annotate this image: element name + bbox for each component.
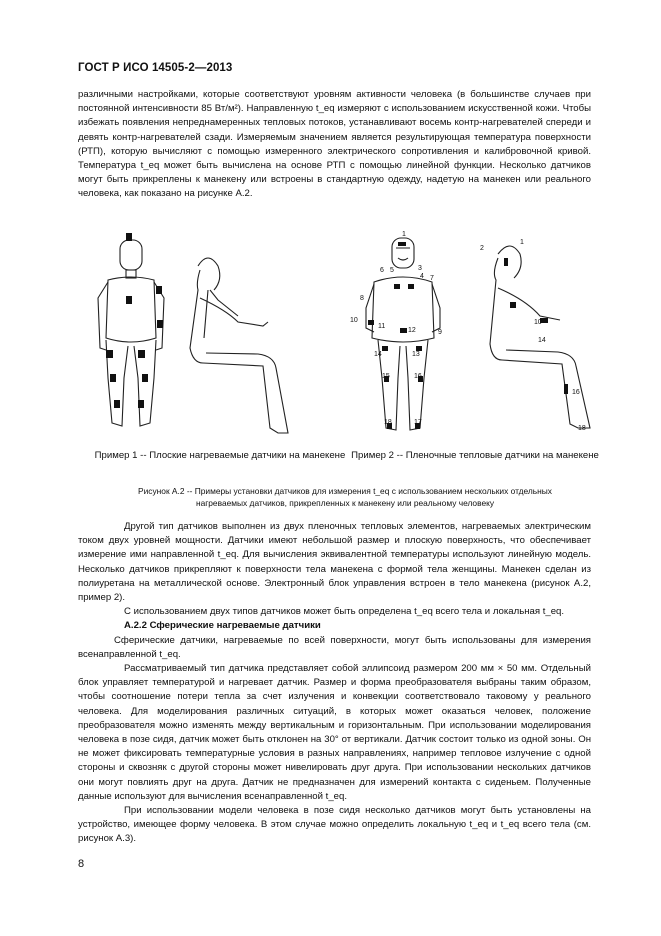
svg-text:3: 3: [418, 265, 422, 272]
mannequin-side-ex1: [190, 258, 288, 433]
mannequin-front-ex2: [350, 231, 442, 430]
svg-text:8: 8: [360, 295, 364, 302]
paragraph-intro: различными настройками, которые соответствуют уровням активности человека (в большинстве случаев при постоянной интенсивности 85 Вт/м²). Направленную t_eq измеряют с использованием искусственной кожи. Чтобы избежать появления непреднамеренных тепловых потоков, устанавливают восемь контр-нагревателей спереди и девять контр-нагревателей сзади. Измеряемым значением является результирующая температура поверхности (РТП), которую вычисляют с помощью измеренного электрического сопротивления и калибровочной кривой. Температура t_eq может быть вычислена на основе РТП с помощью линейной функции. Несколько датчиков могут быть прикреплены к манекену или встроены в стандартную одежду, надетую на манекен или реального человека, как показано на рисунке А.2.: [78, 89, 591, 200]
svg-text:10: 10: [534, 319, 542, 326]
example-1-caption: Пример 1 -- Плоские нагреваемые датчики на манекене: [94, 450, 346, 461]
svg-text:9: 9: [438, 329, 442, 336]
svg-text:18: 18: [384, 419, 392, 426]
svg-text:18: 18: [578, 425, 586, 432]
svg-text:5: 5: [390, 267, 394, 274]
mannequin-side-ex2: [480, 239, 590, 432]
document-header: ГОСТ Р ИСО 14505-2—2013: [78, 62, 233, 74]
svg-text:11: 11: [378, 323, 386, 330]
figure-caption-line-2: нагреваемых датчиков, прикрепленных к манекену или реальному человеку: [195, 497, 495, 508]
svg-text:17: 17: [414, 419, 422, 426]
paragraph-ellipsoid: Рассматриваемый тип датчика представляет собой эллипсоид размером 200 мм × 50 мм. Отдельный блок управляет температурой и нагревает датчик. Размер и форма преобразователя выбраны таким образом, чтобы соотношение потери тепла за счет излучения и конвекции соответствовало таковому у реального человека. Для моделирования различных ситуаций, в которых может оказаться человек, положение преобразователя можно изменять между вертикальным и горизонтальным. При использовании моделирования человека в позе сидя, датчик может быть отклонен на 30° от вертикали. Датчик состоит только из одной зоны. Он не может фиксировать температурные условия в разных направлениях, например тепловое излучение с одной стороны и сквозняк с другой стороны может нивелировать друг друга. При использовании нескольких датчиков они могут повлиять друг на друга. Датчик не предназначен для измерений контакта с сиденьем. Полученные данные используют для вычисления всенаправленной t_eq.: [78, 663, 591, 802]
svg-text:7: 7: [430, 275, 434, 282]
svg-text:16: 16: [572, 389, 580, 396]
svg-text:16: 16: [414, 373, 422, 380]
svg-text:15: 15: [382, 373, 390, 380]
mannequin-front-ex1: [98, 233, 164, 426]
svg-text:1: 1: [402, 231, 406, 238]
paragraph-seated-model: При использовании модели человека в позе сидя несколько датчиков могут быть установлены на устройство, имеющее форму человека. В этом случае можно определить локальную t_eq и t_eq всего тела (см. рисунок А.3).: [78, 805, 591, 845]
body-text: [78, 520, 591, 847]
svg-text:2: 2: [480, 245, 484, 252]
svg-text:1: 1: [520, 239, 524, 246]
svg-text:13: 13: [412, 351, 420, 358]
svg-text:4: 4: [420, 273, 424, 280]
page-number: 8: [78, 858, 85, 870]
section-heading-a22: А.2.2 Сферические нагреваемые датчики: [124, 620, 321, 632]
example-2-caption: Пример 2 -- Пленочные тепловые датчики на манекене: [351, 450, 599, 461]
paragraph-film-sensors: Другой тип датчиков выполнен из двух пленочных тепловых элементов, нагреваемых электрическим током двух уровней мощности. Датчики имеют небольшой размер и плоскую поверхность, что обеспечивает измерение ими направленной t_eq. Для вычисления эквивалентной температуры используют линейную модель. Несколько датчиков прикрепляют к поверхности тела манекена с формой тела женщины. Манекен сделан из полиуретана на металлической основе. Электронный блок управления встроен в тело манекена (рисунок А.2, пример 2).: [78, 521, 591, 604]
figure-caption-line-1: Рисунок А.2 -- Примеры установки датчиков для измерения t_eq с использованием нескольких отдельных: [138, 486, 552, 496]
paragraph-spherical-intro: Сферические датчики, нагреваемые по всей поверхности, могут быть использованы для измерения всенаправленной t_eq.: [78, 634, 591, 660]
svg-text:6: 6: [380, 267, 384, 274]
paragraph-two-types: С использованием двух типов датчиков может быть определена t_eq всего тела и локальная t_eq.: [124, 606, 565, 618]
svg-text:10: 10: [350, 317, 358, 324]
figure-caption: [95, 486, 595, 509]
svg-text:14: 14: [538, 337, 546, 344]
figure-a2-illustration: [78, 228, 598, 448]
svg-text:14: 14: [374, 351, 382, 358]
svg-text:12: 12: [408, 327, 416, 334]
